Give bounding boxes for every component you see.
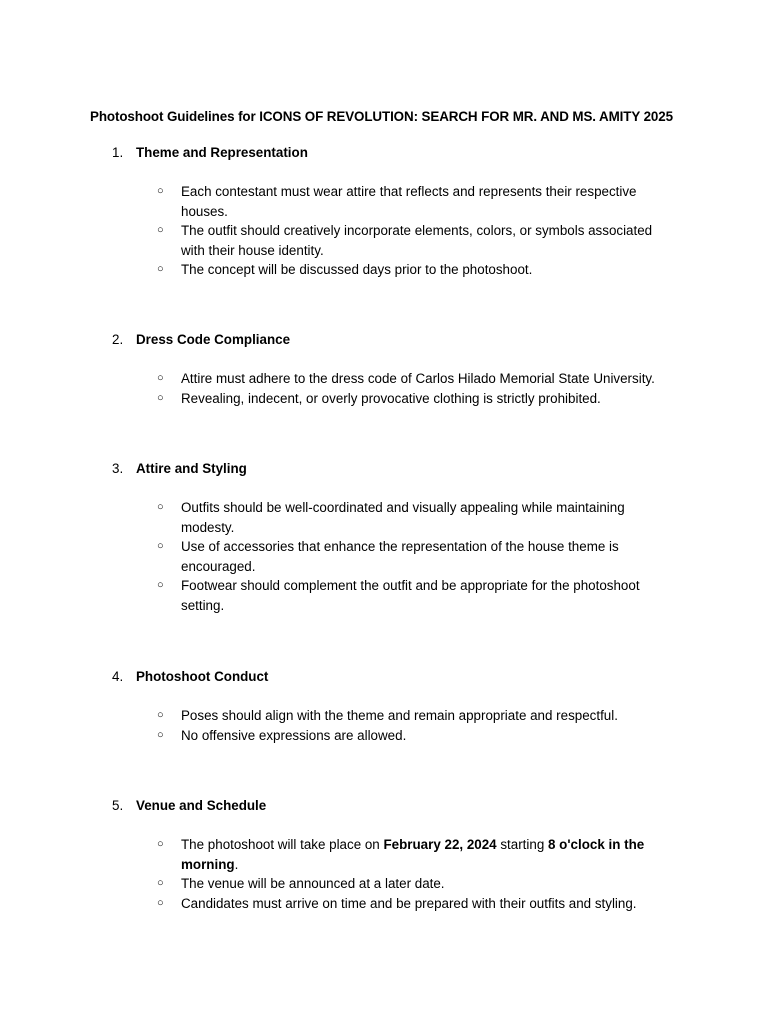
list-item-text: Candidates must arrive on time and be prepared with their outfits and styling. — [181, 895, 637, 911]
list-item — [0, 726, 768, 746]
document-title: Photoshoot Guidelines for ICONS OF REVOLUTION: SEARCH FOR MR. AND MS. AMITY 2025 — [90, 109, 673, 124]
schedule-date: February 22, 2024 — [383, 837, 497, 852]
list-item — [0, 389, 768, 409]
hollow-circle-bullet-icon: ○ — [157, 838, 164, 850]
list-item — [0, 260, 768, 280]
list-item — [0, 221, 768, 260]
list-item — [0, 576, 768, 615]
schedule-text: . — [234, 856, 239, 872]
section-number: 5. — [112, 798, 124, 813]
hollow-circle-bullet-icon: ○ — [157, 579, 164, 592]
bullet-list — [0, 706, 768, 745]
bullet-list — [0, 182, 768, 280]
list-item-text: The outfit should creatively incorporate elements, colors, or symbols associated with their house identity. — [181, 223, 653, 258]
list-item-text: Revealing, indecent, or overly provocative clothing is strictly prohibited. — [181, 390, 601, 406]
section-number: 1. — [112, 145, 124, 160]
hollow-circle-bullet-icon: ○ — [157, 896, 164, 909]
hollow-circle-bullet-icon: ○ — [157, 185, 164, 197]
section-number: 2. — [112, 332, 124, 347]
list-item — [0, 537, 768, 576]
list-item-text: Footwear should complement the outfit and be appropriate for the photoshoot setting. — [181, 578, 640, 613]
bullet-list — [0, 369, 768, 408]
list-item-text: Outfits should be well-coordinated and visually appealing while maintaining modesty. — [181, 500, 625, 535]
section-heading: Dress Code Compliance — [136, 332, 291, 347]
list-item — [0, 498, 768, 537]
list-item — [0, 874, 768, 894]
list-item — [0, 894, 768, 914]
list-item-text: Use of accessories that enhance the representation of the house theme is encouraged. — [181, 539, 619, 574]
schedule-text: The photoshoot will take place on — [181, 837, 384, 852]
hollow-circle-bullet-icon: ○ — [157, 728, 164, 741]
list-item — [0, 182, 768, 221]
section-heading: Venue and Schedule — [136, 798, 267, 813]
list-item-text: Attire must adhere to the dress code of Carlos Hilado Memorial State University. — [181, 371, 655, 386]
hollow-circle-bullet-icon: ○ — [157, 501, 164, 513]
list-item-text: The venue will be announced at a later date. — [181, 876, 445, 892]
section-number: 4. — [112, 669, 124, 684]
list-item-text: Poses should align with the theme and remain appropriate and respectful. — [181, 708, 618, 723]
list-item-text — [181, 835, 676, 874]
schedule-time: 8 o'clock in the morning — [181, 837, 645, 872]
list-item-text: No offensive expressions are allowed. — [181, 727, 407, 743]
hollow-circle-bullet-icon: ○ — [157, 224, 164, 237]
section-number: 3. — [112, 461, 124, 476]
hollow-circle-bullet-icon: ○ — [157, 540, 164, 553]
hollow-circle-bullet-icon: ○ — [157, 372, 164, 384]
list-item-text: The concept will be discussed days prior to the photoshoot. — [181, 262, 533, 278]
list-item-schedule — [0, 835, 768, 874]
hollow-circle-bullet-icon: ○ — [157, 709, 164, 721]
schedule-text: starting — [496, 837, 548, 852]
bullet-list — [0, 498, 768, 616]
list-item — [0, 706, 768, 726]
section-heading: Attire and Styling — [136, 461, 247, 476]
list-item — [0, 369, 768, 389]
section-heading: Theme and Representation — [136, 145, 308, 160]
list-item-text: Each contestant must wear attire that reflects and represents their respective houses. — [181, 184, 637, 219]
bullet-list — [0, 835, 768, 913]
hollow-circle-bullet-icon: ○ — [157, 877, 164, 890]
section-heading: Photoshoot Conduct — [136, 669, 269, 684]
hollow-circle-bullet-icon: ○ — [157, 263, 164, 276]
hollow-circle-bullet-icon: ○ — [157, 391, 164, 404]
